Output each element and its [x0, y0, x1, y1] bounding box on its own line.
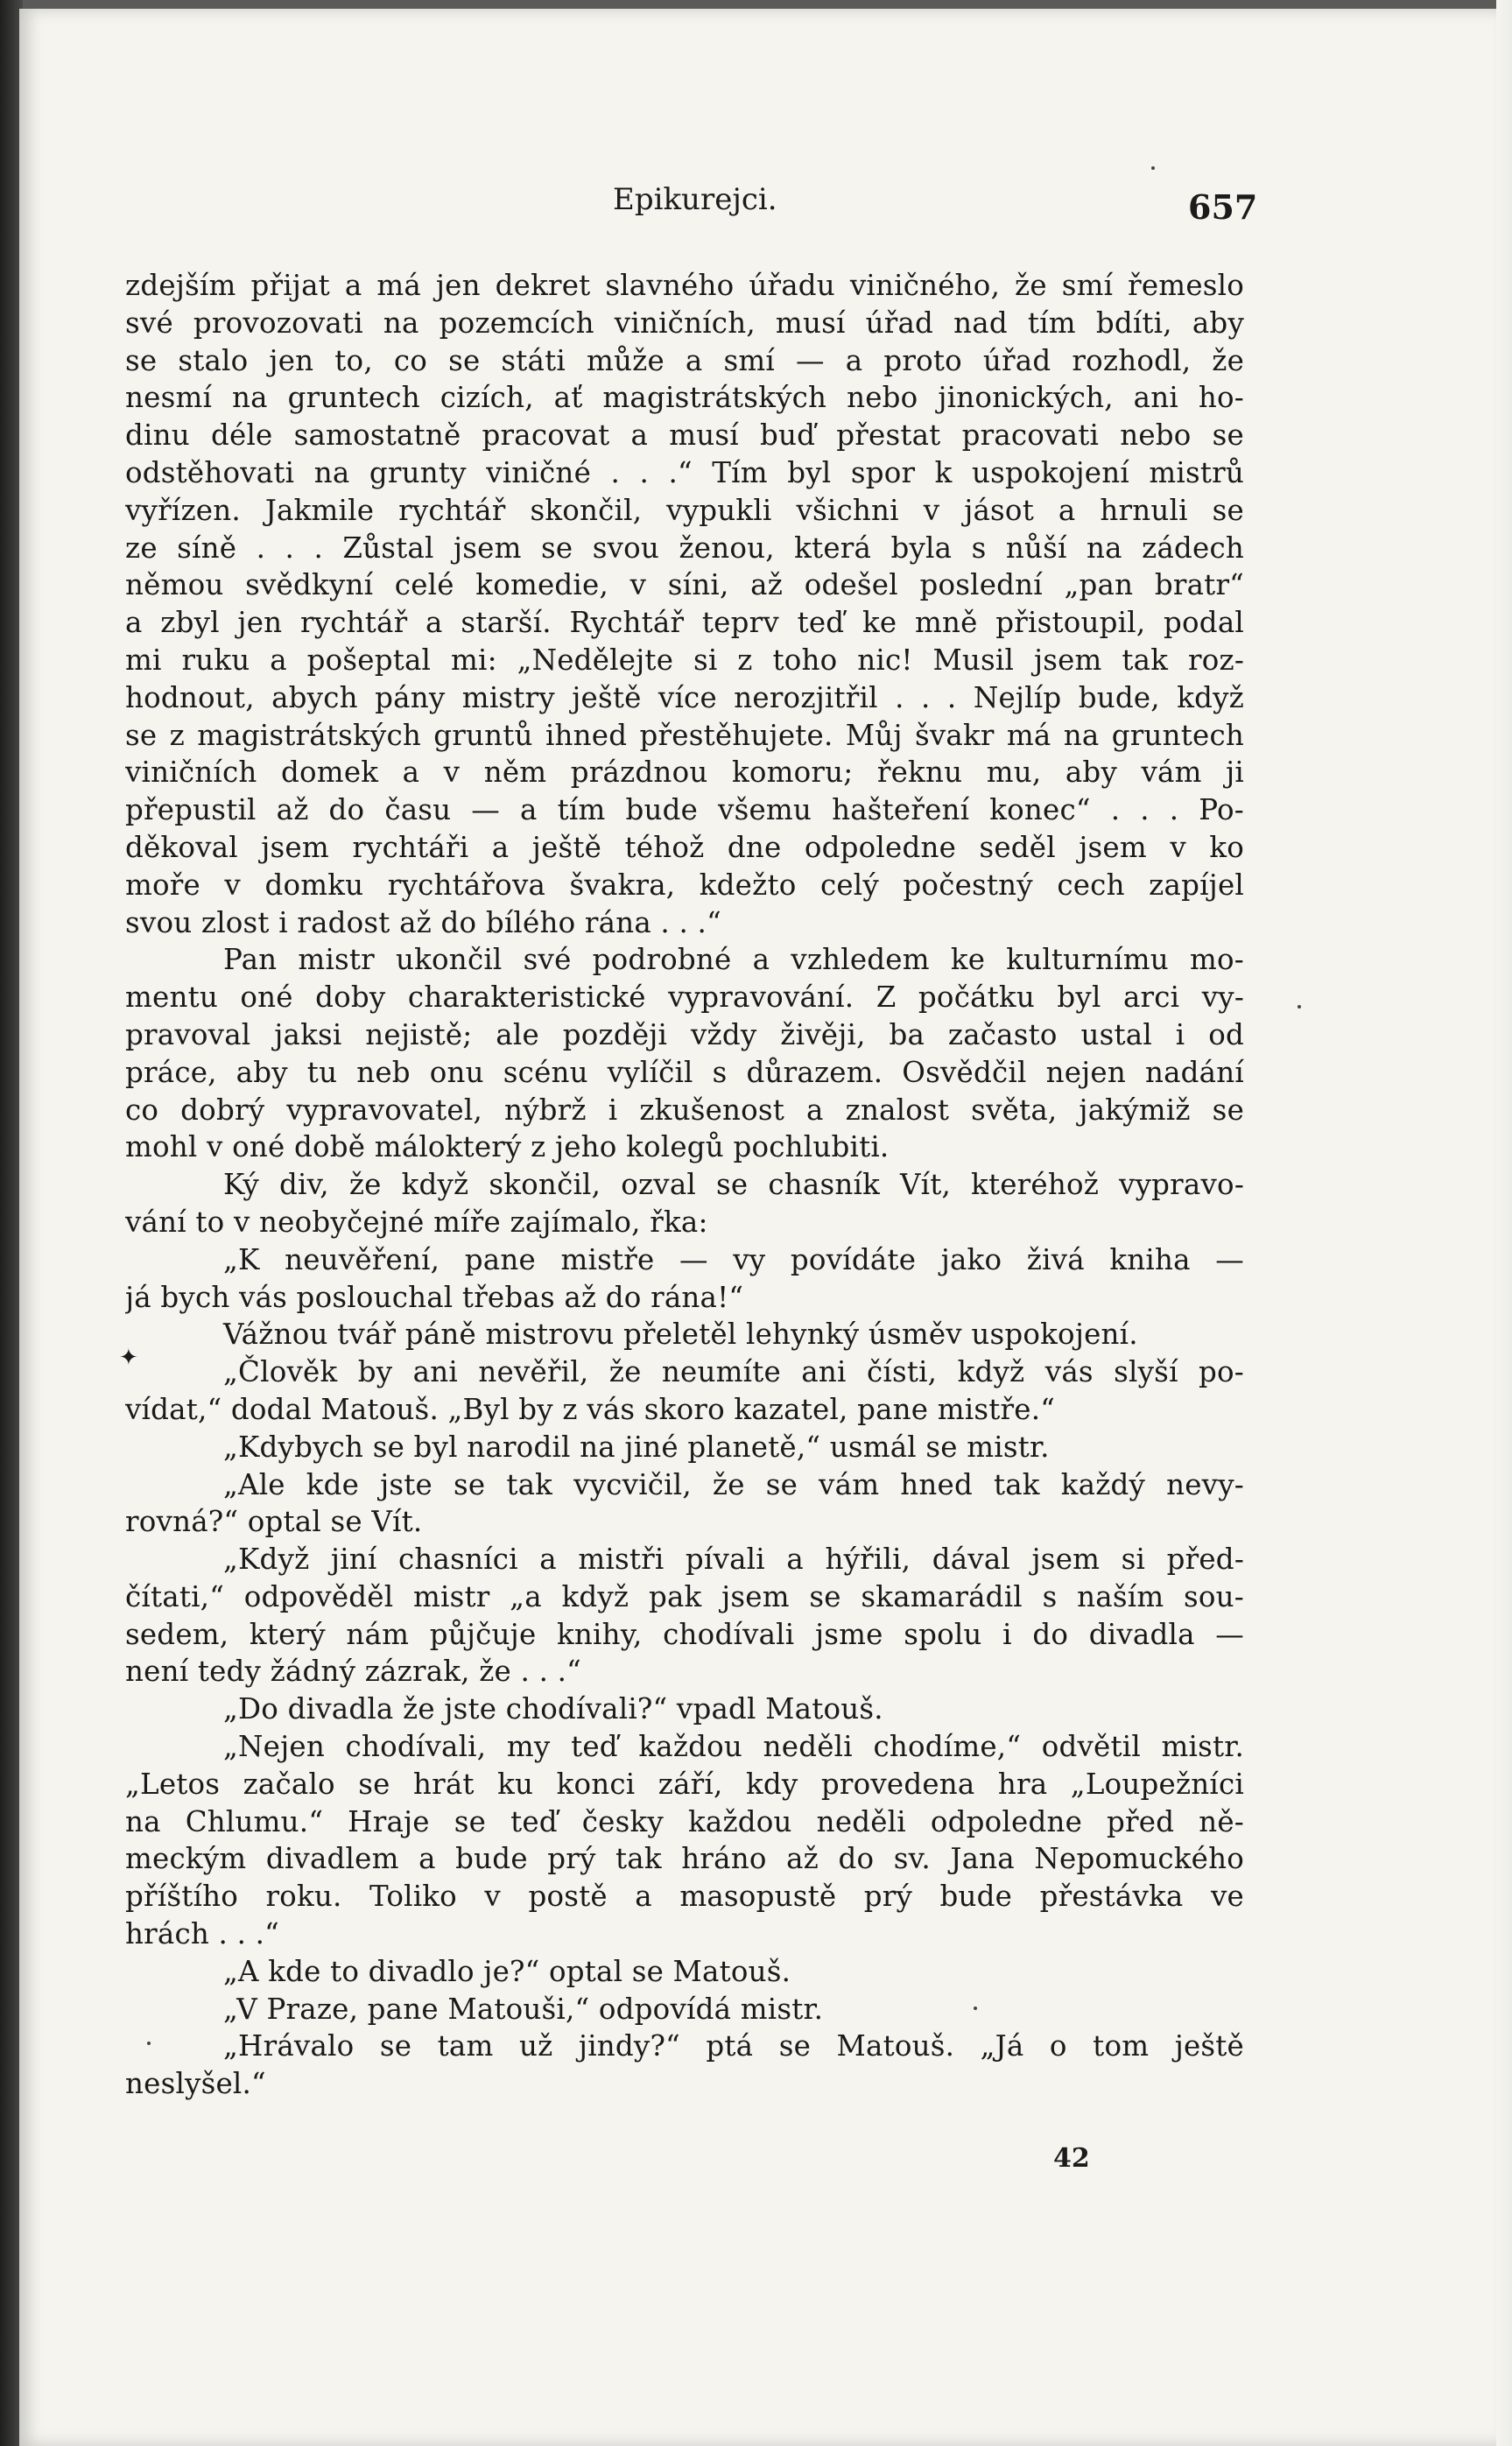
scan-speck	[1298, 1005, 1301, 1009]
text-line: zdejším přijat a má jen dekret slavného úřadu viničného, že smí řemeslo	[125, 269, 1244, 302]
text-line: „V Praze, pane Matouši,“ odpovídá mistr.	[223, 1992, 824, 2026]
margin-mark-icon: ✦	[119, 1345, 138, 1371]
text-line: němou svědkyní celé komedie, v síni, až odešel poslední „pan bratr“	[125, 568, 1244, 602]
text-line: moře v domku rychtářova švakra, kdežto celý počestný cech zapíjel	[125, 868, 1244, 902]
text-line: vídat,“ dodal Matouš. „Byl by z vás skoro kazatel, pane mistře.“	[125, 1392, 1056, 1426]
text-line: svou zlost i radost až do bílého rána . . .“	[125, 905, 721, 939]
scan-speck	[147, 2042, 151, 2045]
text-line: hrách . . .“	[125, 1917, 279, 1951]
text-line: mohl v oné době málokterý z jeho kolegů pochlubiti.	[125, 1130, 890, 1164]
text-line: „Člověk by ani nevěřil, že neumíte ani čísti, když vás slyší po-	[223, 1355, 1244, 1389]
text-line: pravoval jaksi nejistě; ale později vždy živěji, ba začasto ustal i od	[125, 1017, 1244, 1051]
text-line: se z magistrátských gruntů ihned přestěhujete. Můj švakr má na gruntech	[125, 718, 1244, 752]
text-line: čítati,“ odpověděl mistr „a když pak jsem se skamarádil s naším sou-	[125, 1579, 1244, 1613]
text-line: hodnout, abych pány mistry ještě více nerozjitřil . . . Nejlíp bude, když	[125, 680, 1244, 714]
text-line: „Ale kde jste se tak vycvičil, že se vám hned tak každý nevy-	[223, 1467, 1244, 1501]
text-line: meckým divadlem a bude prý tak hráno až do sv. Jana Nepomuckého	[125, 1842, 1244, 1876]
text-line: já bych vás poslouchal třebas až do rána!“	[125, 1280, 744, 1314]
text-line: mi ruku a pošeptal mi: „Nedělejte si z toho nic! Musil jsem tak roz-	[125, 643, 1244, 677]
text-line: nesmí na gruntech cizích, ať magistrátských nebo jinonických, ani ho-	[125, 381, 1244, 415]
text-line: Ký div, že když skončil, ozval se chasník Vít, kteréhož vypravo-	[223, 1168, 1244, 1202]
text-line: „Nejen chodívali, my teď každou neděli chodíme,“ odvětil mistr.	[223, 1730, 1244, 1764]
text-line: není tedy žádný zázrak, že . . .“	[125, 1655, 581, 1689]
text-line: se stalo jen to, co se státi může a smí — a proto úřad rozhodl, že	[125, 343, 1244, 377]
text-line: viničních domek a v něm prázdnou komoru; řeknu mu, aby vám ji	[125, 756, 1244, 790]
text-line: práce, aby tu neb onu scénu vylíčil s důrazem. Osvědčil nejen nadání	[125, 1055, 1244, 1089]
text-line: ze síně . . . Zůstal jsem se svou ženou, která byla s nůší na zádech	[125, 531, 1244, 565]
text-line: Pan mistr ukončil své podrobné a vzhledem ke kulturnímu mo-	[223, 943, 1244, 977]
text-line: odstěhovati na grunty viničné . . .“ Tím byl spor k uspokojení mistrů	[125, 455, 1244, 489]
text-line: dinu déle samostatně pracovat a musí buď přestat pracovati nebo se	[125, 418, 1244, 453]
text-line: vání to v neobyčejné míře zajímalo, řka:	[125, 1205, 708, 1239]
text-line: „Kdybych se byl narodil na jiné planetě,“ usmál se mistr.	[223, 1430, 1050, 1464]
printer-signature: 42	[1053, 2143, 1090, 2174]
text-line: neslyšel.“	[125, 2067, 266, 2101]
text-line: „Letos začalo se hrát ku konci září, kdy provedena hra „Loupežníci	[125, 1767, 1244, 1801]
text-line: sedem, který nám půjčuje knihy, chodívali jsme spolu i do divadla —	[125, 1617, 1244, 1651]
text-line: co dobrý vypravovatel, nýbrž i zkušenost a znalost světa, jakýmiž se	[125, 1093, 1244, 1127]
text-line: „A kde to divadlo je?“ optal se Matouš.	[223, 1954, 791, 1988]
running-title: Epikurejci.	[613, 182, 777, 217]
text-line: a zbyl jen rychtář a starší. Rychtář teprv teď ke mně přistoupil, podal	[125, 606, 1244, 640]
scan-speck	[1151, 166, 1155, 170]
text-line: vyřízen. Jakmile rychtář skončil, vypukli všichni v jásot a hrnuli se	[125, 493, 1244, 527]
page-number: 657	[1188, 187, 1258, 227]
text-line: mentu oné doby charakteristické vypravování. Z počátku byl arci vy-	[125, 981, 1244, 1015]
text-line: „Do divadla že jste chodívali?“ vpadl Matouš.	[223, 1692, 883, 1726]
text-line: rovná?“ optal se Vít.	[125, 1505, 423, 1539]
page-header	[0, 182, 1512, 226]
text-line: své provozovati na pozemcích viničních, musí úřad nad tím bdíti, aby	[125, 306, 1244, 340]
text-line: příštího roku. Toliko v postě a masopustě prý bude přestávka ve	[125, 1880, 1244, 1914]
page-edge	[1496, 0, 1512, 2446]
text-line: děkoval jsem rychtáři a ještě téhož dne odpoledne seděl jsem v ko	[125, 830, 1244, 864]
text-line: „Když jiní chasníci a mistři pívali a hýřili, dával jsem si před-	[223, 1543, 1244, 1577]
text-line: Vážnou tvář páně mistrovu přeletěl lehynký úsměv uspokojení.	[223, 1318, 1138, 1352]
text-line: „K neuvěření, pane mistře — vy povídáte jako živá kniha —	[223, 1242, 1244, 1276]
text-line: „Hrávalo se tam už jindy?“ ptá se Matouš. „Já o tom ještě	[223, 2029, 1244, 2063]
body-text	[125, 267, 1244, 2103]
text-line: přepustil až do času — a tím bude všemu hašteření konec“ . . . Po-	[125, 793, 1244, 827]
text-line: na Chlumu.“ Hraje se teď česky každou neděli odpoledne před ně-	[125, 1804, 1244, 1838]
scan-speck	[974, 2007, 977, 2010]
